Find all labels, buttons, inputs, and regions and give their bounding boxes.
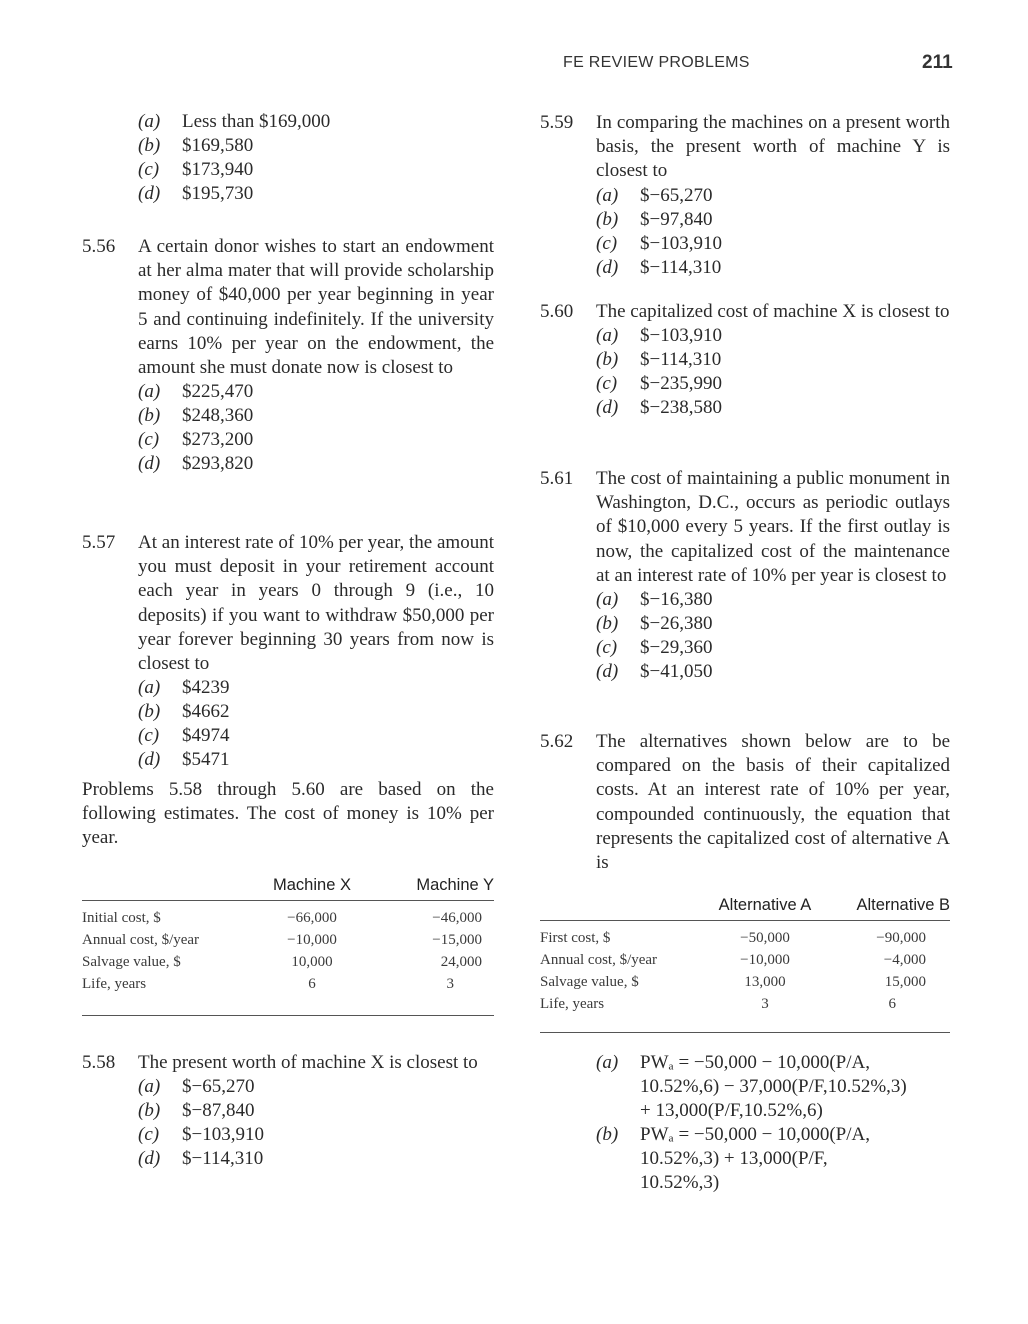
option: (b) $248,360 [138,405,254,427]
option: (c) $273,200 [138,429,254,451]
option: (a) $−65,270 [596,184,713,206]
problem-number: 5.60 [540,301,574,322]
option: (c) $4974 [138,725,230,747]
option: (c) $173,940 [138,159,254,180]
problem-number: 5.62 [540,731,574,752]
table-row: Annual cost, $/year −10,000 −4,000 [540,952,926,968]
column-header: Alternative A [718,896,812,914]
p562-options [596,1051,956,1195]
option: (a) $−16,380 [596,589,713,611]
option: (d) $293,820 [138,453,254,475]
problem-text: The present worth of machine X is closest to [138,1052,478,1073]
table-bottom-rule [82,1015,494,1016]
option: (d) $195,730 [138,183,254,204]
problem-number: 5.61 [540,468,574,489]
option: (b) $−114,310 [596,349,722,371]
problem-5-57 [82,531,494,772]
problem-5-61 [540,467,950,684]
table-row: Salvage value, $ 10,000 24,000 [82,954,482,970]
problem-text: The alternatives shown below are to be compared on the basis of their capitalized costs. At an interest rate of 10% per year, compounded continuously, the equation that represents the capitalized cost of alternative A is [596,731,950,874]
table-row: Life, years 6 3 [82,976,454,992]
problem-5-56 [82,235,494,476]
option: (b) $169,580 [138,135,254,156]
problem-number: 5.56 [82,236,116,257]
page-number: 211 [922,52,953,73]
option: (a) $4239 [138,677,230,699]
option: (c) $−29,360 [596,637,713,659]
option: (c) $−235,990 [596,373,722,395]
option: (a) Less than $169,000 [138,111,331,132]
column-header: Alternative B [856,896,950,914]
running-header: FE REVIEW PROBLEMS [563,54,750,71]
problem-text: At an interest rate of 10% per year, the amount you must deposit in your retirement account each year in years 0 through 9 (i.e., 10 deposits) if you want to withdraw $50,000 per year forever beginning 30 years from now is closest to [138,532,494,675]
problem-text: The cost of maintaining a public monument in Washington, D.C., occurs as periodic outlays of $10,000 every 5 years. If the first outlay is now, the capitalized cost of the maintenance at an interest rate of 10% per year is closest to [596,468,950,586]
problem-5-59 [540,111,950,280]
table-row: Salvage value, $ 13,000 15,000 [540,974,926,990]
option: (a) $225,470 [138,381,254,403]
option: (c) $−103,910 [138,1124,264,1146]
problem-text: In comparing the machines on a present worth basis, the present worth of machine Y is closest to [596,112,950,182]
problem-5-60 [540,300,950,420]
table-bottom-rule [540,1032,950,1033]
problem-5-62 [540,730,950,875]
option: (b) $−87,840 [138,1100,255,1122]
table-row: Annual cost, $/year −10,000 −15,000 [82,932,482,948]
option: (d) $−114,310 [596,256,722,278]
option: (a) PWₐ = −50,000 − 10,000(P/A, 10.52%,6) − 37,000(P/F,10.52%,3) + 13,000(P/F,10.52%,6) [596,1052,907,1121]
option: (b) $4662 [138,701,230,723]
option: (d) $−114,310 [138,1148,264,1170]
table-row: Life, years 3 6 [540,996,896,1012]
option: (b) PWₐ = −50,000 − 10,000(P/A, 10.52%,3) + 13,000(P/F, 10.52%,3) [596,1124,870,1193]
option: (c) $−103,910 [596,232,722,254]
problem-number: 5.57 [82,532,116,553]
option: (a) $−103,910 [596,325,722,347]
problem-5-58 [82,1051,494,1171]
option: (d) $5471 [138,749,230,771]
option: (d) $−238,580 [596,397,722,419]
machine-estimates-table [82,876,494,995]
column-header: Machine Y [416,876,494,894]
alternatives-table [540,896,950,1015]
option: (d) $−41,050 [596,661,713,683]
table-row: Initial cost, $ −66,000 −46,000 [82,901,494,930]
problem-text: A certain donor wishes to start an endowment at her alma mater that will provide scholarship money of $40,000 per year beginning in year 5 and continuing indefinitely. If the university earns 10% per year on the endowment, the amount she must donate now is closest to [138,236,494,379]
table-row: First cost, $ −50,000 −90,000 [540,921,950,950]
column-header: Machine X [273,876,351,894]
problem-number: 5.59 [540,112,574,133]
option: (a) $−65,270 [138,1076,255,1098]
option: (b) $−26,380 [596,613,713,635]
problem-number: 5.58 [82,1052,116,1073]
p555-options [138,110,568,206]
intro-paragraph: Problems 5.58 through 5.60 are based on the following estimates. The cost of money is 10% per year. [82,779,494,849]
option: (b) $−97,840 [596,208,713,230]
problem-text: The capitalized cost of machine X is closest to [596,301,950,322]
